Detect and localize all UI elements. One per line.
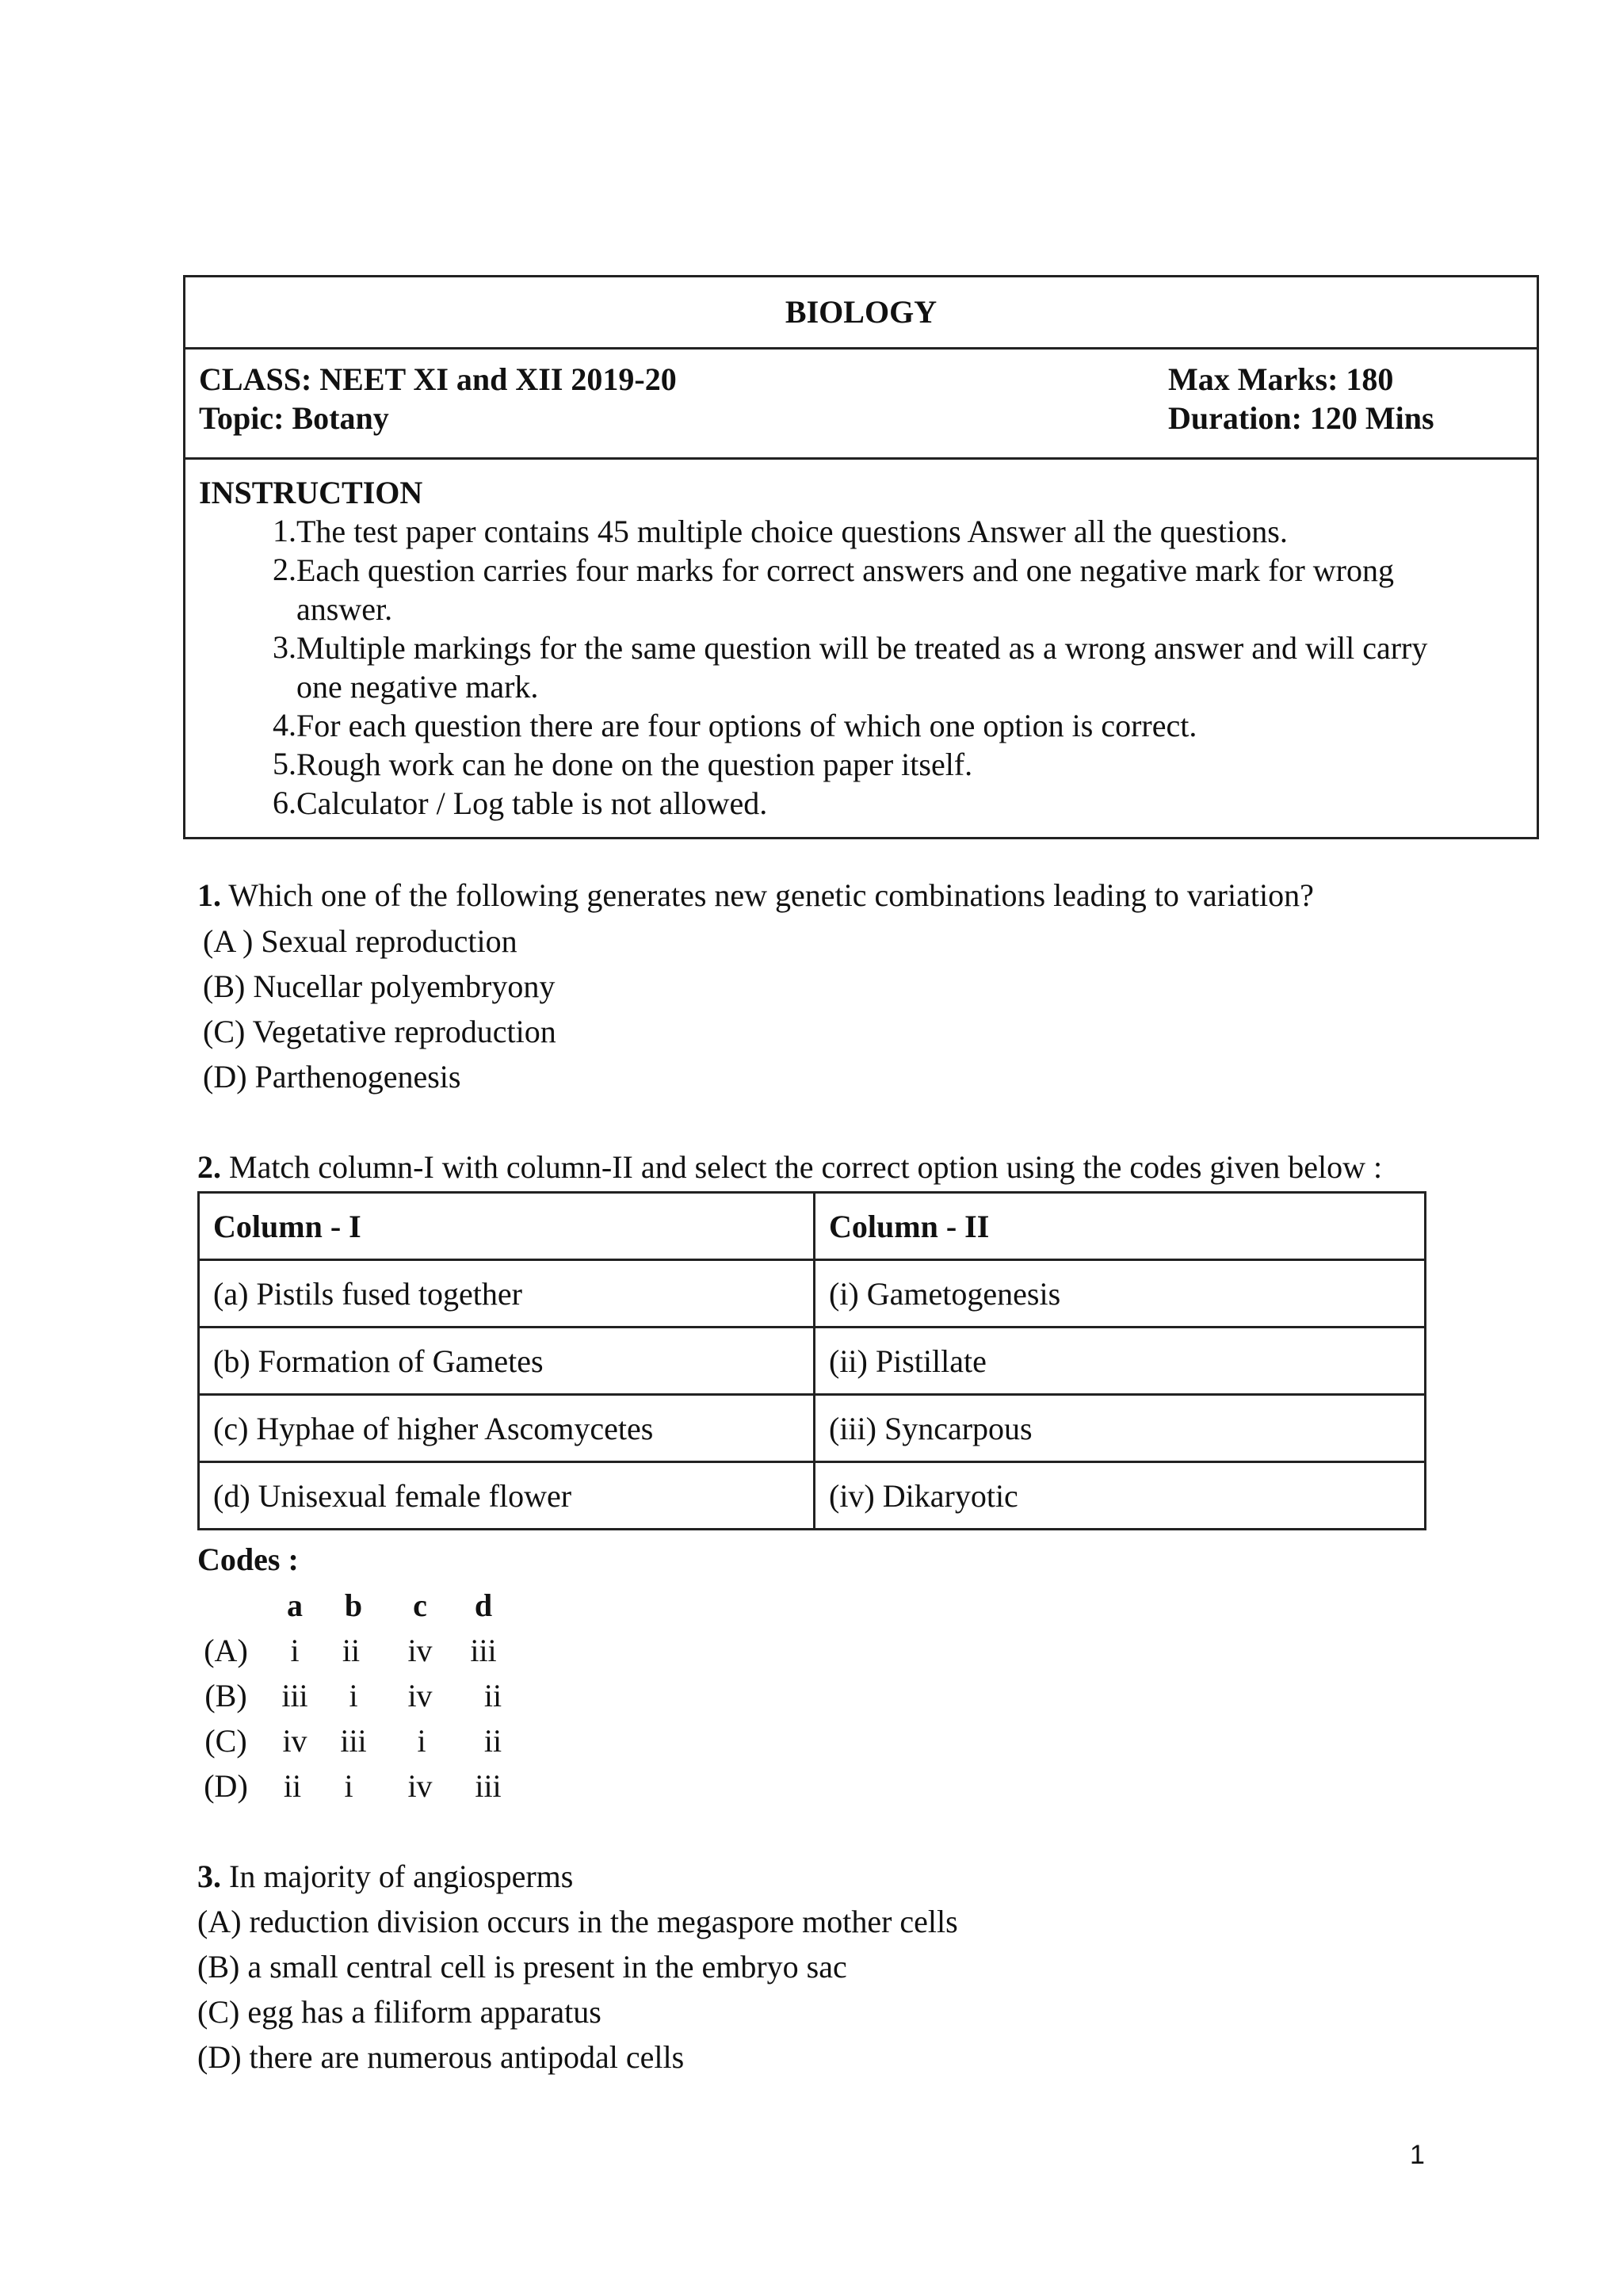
question-text: Match column-I with column-II and select the correct option using the codes given below : (229, 1149, 1383, 1185)
table-cell: (b) Formation of Gametes (199, 1328, 815, 1395)
instruction-heading: INSTRUCTION (199, 475, 423, 510)
code-option-label: (C) (204, 1723, 247, 1759)
class-info (185, 350, 1537, 460)
instruction-num: 6. (273, 785, 296, 820)
code-value: iv (407, 1768, 433, 1804)
match-table (197, 1191, 1426, 1530)
instruction-text: Rough work can he done on the question paper itself. (296, 747, 973, 782)
instruction-text: Each question carries four marks for correct answers and one negative mark for wrong answer. (296, 552, 1394, 627)
q1-option-d: (D) Parthenogenesis (203, 1059, 461, 1095)
max-marks: Max Marks: 180 (1168, 361, 1394, 397)
header-box (183, 275, 1539, 839)
instruction-text: Multiple markings for the same question will be treated as a wrong answer and will carry one negative mark. (296, 630, 1428, 705)
codes-header: b (344, 1587, 363, 1623)
instruction-text: For each question there are four options of which one option is correct. (296, 708, 1197, 743)
code-value: iv (407, 1633, 433, 1668)
table-cell: (ii) Pistillate (815, 1328, 1426, 1395)
table-row (199, 1260, 1426, 1328)
code-value: iii (340, 1723, 367, 1759)
q1-option-c: (C) Vegetative reproduction (203, 1014, 556, 1049)
question-3 (197, 1858, 573, 1895)
class-line: CLASS: NEET XI and XII 2019-20 (199, 361, 677, 397)
subject-title: BIOLOGY (185, 277, 1537, 350)
column-1-header: Column - I (199, 1193, 815, 1260)
code-value: ii (483, 1723, 502, 1759)
instruction-num: 4. (273, 707, 296, 743)
code-value: i (417, 1723, 426, 1759)
instruction-text: Calculator / Log table is not allowed. (296, 785, 768, 821)
instructions (185, 460, 1537, 837)
code-value: i (290, 1633, 300, 1668)
instruction-text: The test paper contains 45 multiple choice questions Answer all the questions. (296, 514, 1288, 549)
table-cell: (iv) Dikaryotic (815, 1462, 1426, 1530)
code-value: iii (475, 1768, 502, 1804)
table-cell: (d) Unisexual female flower (199, 1462, 815, 1530)
q3-option-d: (D) there are numerous antipodal cells (197, 2039, 685, 2075)
question-1 (197, 877, 1314, 914)
codes-label: Codes : (197, 1541, 299, 1577)
code-value: iii (281, 1678, 308, 1713)
question-number: 2. (197, 1149, 221, 1185)
table-row (199, 1462, 1426, 1530)
table-cell: (a) Pistils fused together (199, 1260, 815, 1328)
instruction-num: 2. (273, 552, 296, 587)
codes-header: c (413, 1587, 427, 1623)
table-row (199, 1395, 1426, 1462)
instruction-num: 1. (273, 513, 296, 548)
question-text: In majority of angiosperms (229, 1859, 574, 1894)
page-number: 1 (1410, 2140, 1425, 2170)
table-header-row (199, 1193, 1426, 1260)
codes-header: d (474, 1587, 493, 1623)
code-option-label: (D) (204, 1768, 248, 1804)
codes-header: a (287, 1587, 303, 1623)
q1-option-a: (A ) Sexual reproduction (203, 923, 517, 959)
instruction-num: 5. (273, 746, 296, 781)
q1-option-b: (B) Nucellar polyembryony (203, 968, 556, 1004)
code-value: iv (407, 1678, 433, 1713)
code-value: iv (282, 1723, 307, 1759)
code-value: ii (342, 1633, 361, 1668)
code-option-label: (B) (204, 1678, 247, 1713)
table-row (199, 1328, 1426, 1395)
q3-option-b: (B) a small central cell is present in the embryo sac (197, 1949, 847, 1985)
topic-line: Topic: Botany (199, 400, 389, 436)
code-option-label: (A) (204, 1633, 248, 1668)
code-value: i (349, 1678, 358, 1713)
question-number: 1. (197, 877, 221, 913)
table-cell: (i) Gametogenesis (815, 1260, 1426, 1328)
table-cell: (c) Hyphae of higher Ascomycetes (199, 1395, 815, 1462)
question-text: Which one of the following generates new genetic combinations leading to variation? (228, 877, 1314, 913)
code-value: i (344, 1768, 353, 1804)
question-2 (197, 1148, 1382, 1186)
table-cell: (iii) Syncarpous (815, 1395, 1426, 1462)
q3-option-a: (A) reduction division occurs in the megaspore mother cells (197, 1904, 958, 1939)
code-value: ii (483, 1678, 502, 1713)
instruction-num: 3. (273, 629, 296, 665)
code-value: ii (283, 1768, 302, 1804)
q3-option-c: (C) egg has a filiform apparatus (197, 1994, 601, 2030)
code-value: iii (470, 1633, 497, 1668)
duration: Duration: 120 Mins (1168, 400, 1434, 436)
column-2-header: Column - II (815, 1193, 1426, 1260)
question-number: 3. (197, 1859, 221, 1894)
